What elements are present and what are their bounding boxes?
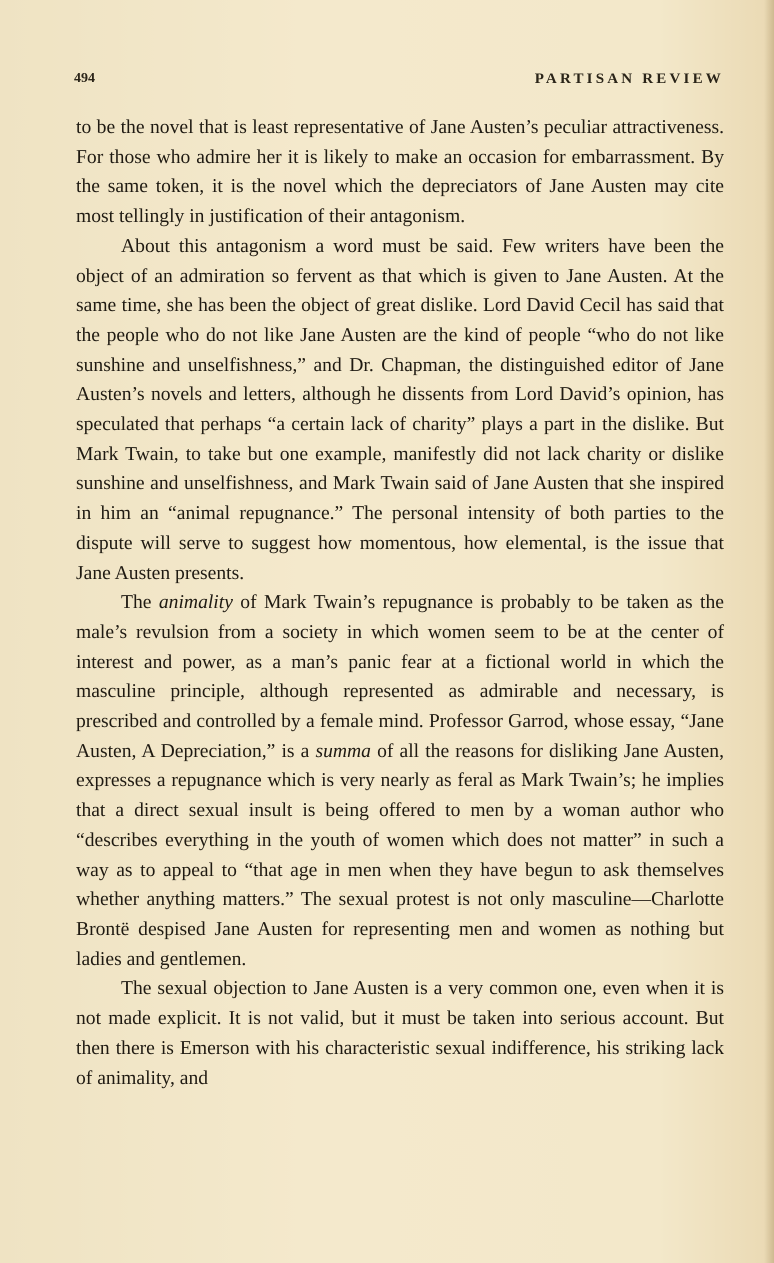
paragraph-2: About this antagonism a word must be said. Few writers have been the object of an admiration so fervent as that which is given to Jane Austen. At the same time, she has been the object of great dislike. Lord David Cecil has said that the people who do not like Jane Austen are the kind of people “who do not like sunshine and unselfishness,” and Dr. Chapman, the distinguished editor of Jane Austen’s novels and letters, although he dissents from Lord David’s opinion, has speculated that perhaps “a certain lack of charity” plays a part in the dislike. But Mark Twain, to take but one example, manifestly did not lack charity or dislike sunshine and unselfishness, and Mark Twain said of Jane Austen that she inspired in him an “animal repugnance.” The personal intensity of both parties to the dispute will serve to suggest how momentous, how elemental, is the issue that Jane Austen presents. [76, 235, 724, 584]
italic-animality: animality [158, 592, 233, 614]
paragraph-3 [76, 588, 724, 974]
paragraph-3-run: of Mark Twain’s repugnance is probably to be taken as the male’s revulsion from a society in which women seem to be at the center of interest and power, as a man’s panic fear at a fictional world in which the masculine principle, although represented as admirable and necessary, is prescribed and controlled by a female mind. Professor Garrod, whose essay, “Jane Austen, A Depreciation,” is a [76, 592, 724, 762]
page-edge-shadow [764, 0, 774, 1263]
paragraph-4: The sexual objection to Jane Austen is a very common one, even when it is not made explicit. It is not valid, but it must be taken into serious account. But then there is Emerson with his characteristic sexual indifference, his striking lack of animality, and [76, 978, 724, 1089]
paragraph-3-run: of all the reasons for disliking Jane Austen, expresses a repugnance which is very nearly as feral as Mark Twain’s; he implies that a direct sexual insult is being offered to men by a woman author who “describes everything in the youth of women which does not matter” in such a way as to appeal to “that age in men when they have begun to ask themselves whether anything matters.” The sexual protest is not only masculine—Charlotte Brontë despised Jane Austen for representing men and women as nothing but ladies and gentlemen. [76, 740, 724, 970]
journal-title: PARTISAN REVIEW [534, 71, 724, 87]
italic-summa: summa [315, 740, 371, 762]
running-head [74, 71, 724, 91]
paragraph-1: to be the novel that is least representative of Jane Austen’s peculiar attractiveness. For those who admire her it is likely to make an occasion for embarrassment. By the same token, it is the novel which the depreciators of Jane Austen may cite most tellingly in justification of their antagonism. [76, 117, 724, 228]
body-text [76, 113, 724, 1093]
page-number: 494 [74, 71, 95, 86]
paragraph-3-run: The [121, 592, 159, 614]
